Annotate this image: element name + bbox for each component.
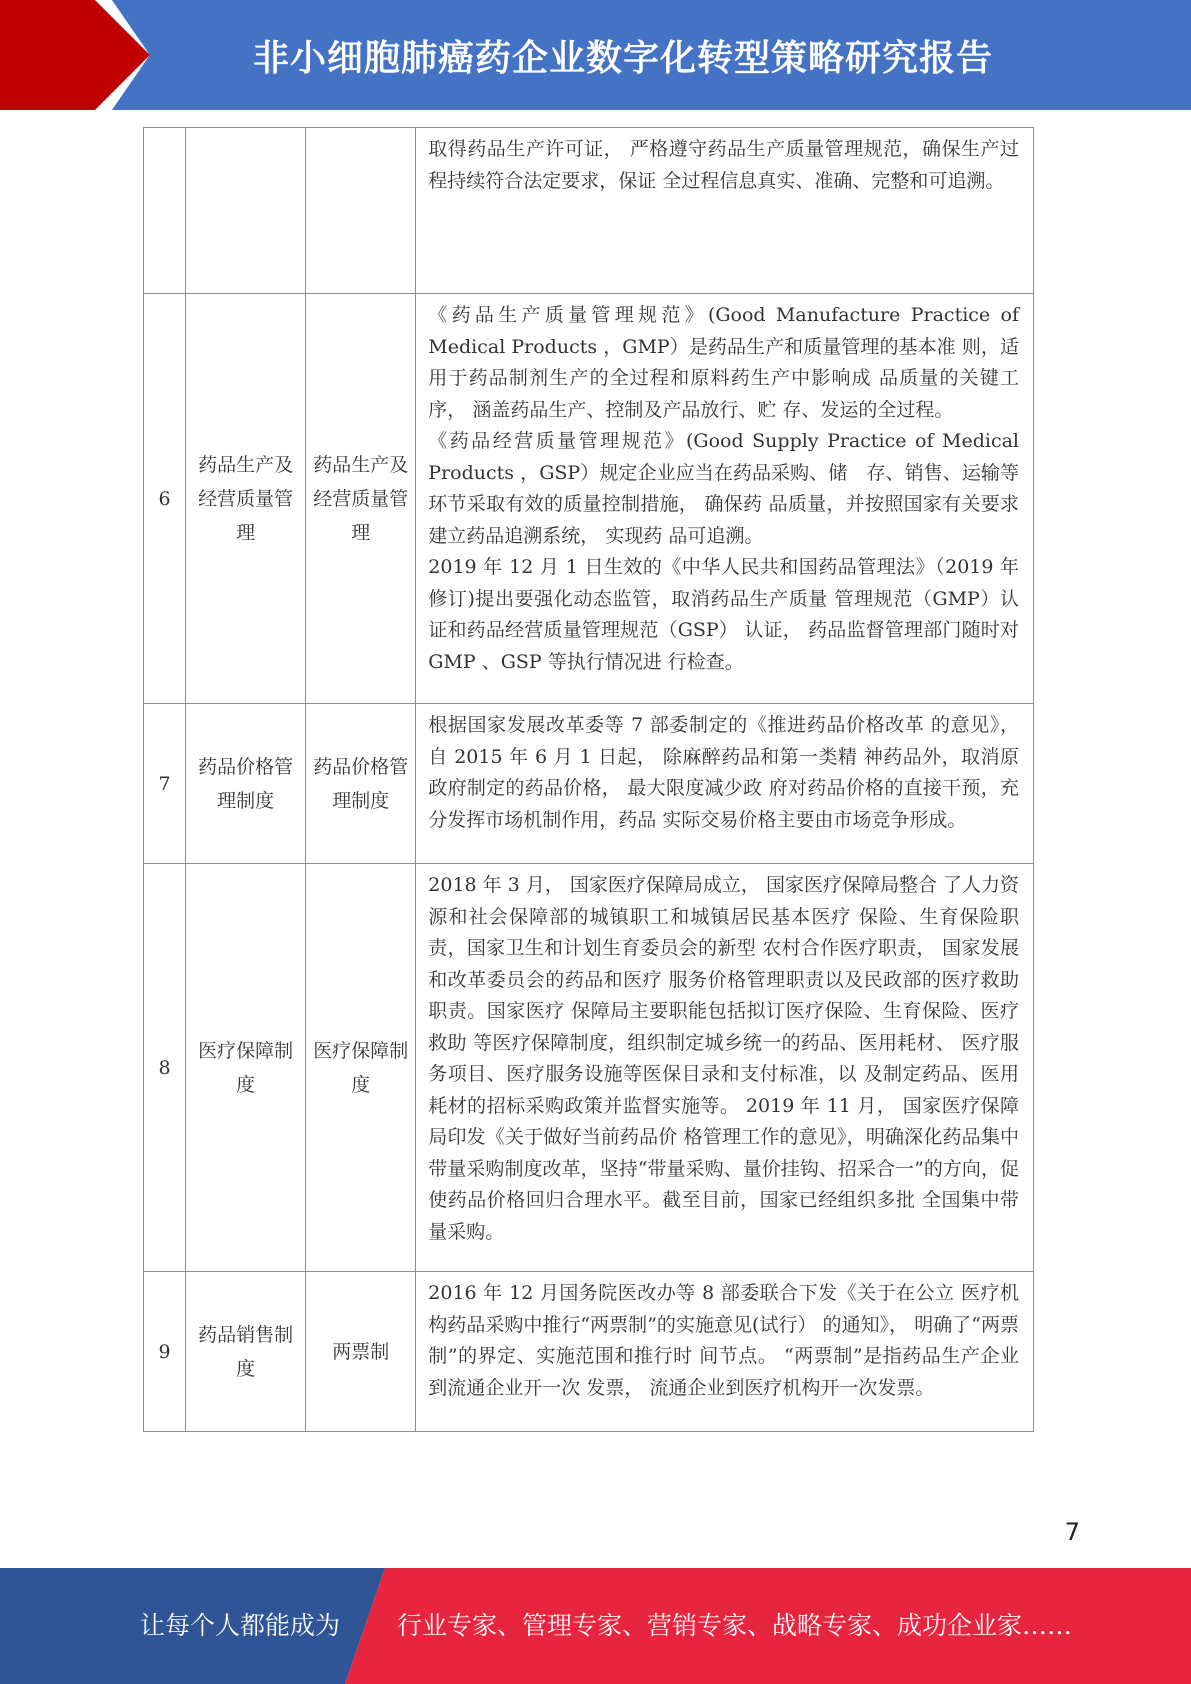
- row-subcategory: 药品生产及经营质量管理: [306, 294, 416, 704]
- row-description: [416, 128, 1034, 294]
- row-number: 6: [144, 294, 186, 704]
- page-header: [0, 0, 1191, 110]
- table-body: [144, 128, 1034, 1432]
- row-subcategory: 药品价格管理制度: [306, 704, 416, 864]
- row-number: 7: [144, 704, 186, 864]
- row-description: [416, 1272, 1034, 1432]
- row-subcategory: 两票制: [306, 1272, 416, 1432]
- table-row: [144, 864, 1034, 1272]
- footer-slogan-right: 行业专家、管理专家、营销专家、战略专家、成功企业家……: [397, 1611, 1073, 1640]
- row-subcategory: 医疗保障制度: [306, 864, 416, 1272]
- description-paragraph: 取得药品生产许可证， 严格遵守药品生产质量管理规范，确保生产过程持续符合法定要求，保证 全过程信息真实、准确、完整和可追溯。: [428, 138, 1019, 192]
- row-number: 8: [144, 864, 186, 1272]
- page-footer: [0, 1568, 1191, 1684]
- row-number: [144, 128, 186, 294]
- header-title: 非小细胞肺癌药企业数字化转型策略研究报告: [252, 37, 993, 79]
- description-paragraph: 2019 年 12 月 1 日生效的《中华人民共和国药品管理法》（2019 年修订)提出要强化动态监管，取消药品生产质量 管理规范（GMP）认证和药品经营质量管理规范（GSP） 认证， 药品监督管理部门随时对 GMP 、GSP 等执行情况进 行检查。: [428, 556, 1019, 673]
- table-row: [144, 1272, 1034, 1432]
- row-number: 9: [144, 1272, 186, 1432]
- policy-table: [143, 127, 1034, 1432]
- table-row: [144, 128, 1034, 294]
- row-description: [416, 294, 1034, 704]
- table-row: [144, 294, 1034, 704]
- header-chevron-icon: [0, 0, 160, 110]
- row-category: 药品生产及经营质量管理: [186, 294, 306, 704]
- description-paragraph: 2016 年 12 月国务院医改办等 8 部委联合下发《关于在公立 医疗机构药品采购中推行“两票制”的实施意见(试行） 的通知》， 明确了“两票制”的界定、实施范围和推行时 间节点。 “两票制”是指药品生产企业到流通企业开一次 发票， 流通企业到医疗机构开一次发票。: [428, 1282, 1019, 1399]
- footer-slogan-left: 让每个人都能成为: [140, 1611, 341, 1640]
- row-category: 药品价格管理制度: [186, 704, 306, 864]
- row-category: 医疗保障制度: [186, 864, 306, 1272]
- description-paragraph: 《药品经营质量管理规范》(Good Supply Practice of Medical Products ，GSP）规定企业应当在药品采购、储 存、销售、运输等环节采取有效的质量控制措施， 确保药 品质量，并按照国家有关要求建立药品追溯系统， 实现药 品可追溯。: [428, 430, 1019, 547]
- row-description: [416, 704, 1034, 864]
- description-paragraph: 《药品生产质量管理规范》(Good Manufacture Practice of Medical Products ，GMP）是药品生产和质量管理的基本准 则，适用于药品制剂生产的全过程和原料药生产中影响成 品质量的关键工序， 涵盖药品生产、控制及产品放行、贮 存、发运的全过程。: [428, 304, 1019, 421]
- table-row: [144, 704, 1034, 864]
- row-description: [416, 864, 1034, 1272]
- row-category: 药品销售制度: [186, 1272, 306, 1432]
- page-number: 7: [1064, 1518, 1080, 1546]
- row-category: [186, 128, 306, 294]
- description-paragraph: 根据国家发展改革委等 7 部委制定的《推进药品价格改革 的意见》， 自 2015 年 6 月 1 日起， 除麻醉药品和第一类精 神药品外，取消原政府制定的药品价格， 最大限度减少政 府对药品价格的直接干预，充分发挥市场机制作用，药品 实际交易价格主要由市场竞争形成。: [428, 714, 1019, 831]
- description-paragraph: 2018 年 3 月， 国家医疗保障局成立， 国家医疗保障局整合 了人力资源和社会保障部的城镇职工和城镇居民基本医疗 保险、生育保险职责，国家卫生和计划生育委员会的新型 农村合作医疗职责， 国家发展和改革委员会的药品和医疗 服务价格管理职责以及民政部的医疗救助职责。国家医疗 保障局主要职能包括拟订医疗保险、生育保险、医疗救助 等医疗保障制度，组织制定城乡统一的药品、医用耗材、 医疗服务项目、医疗服务设施等医保目录和支付标准，以 及制定药品、医用耗材的招标采购政策并监督实施等。 2019 年 11 月， 国家医疗保障局印发《关于做好当前药品价 格管理工作的意见》，明确深化药品集中带量采购制度改革，坚持“带量采购、量价挂钩、招采合一”的方向，促 使药品价格回归合理水平。截至目前，国家已经组织多批 全国集中带量采购。: [428, 874, 1019, 1243]
- row-subcategory: [306, 128, 416, 294]
